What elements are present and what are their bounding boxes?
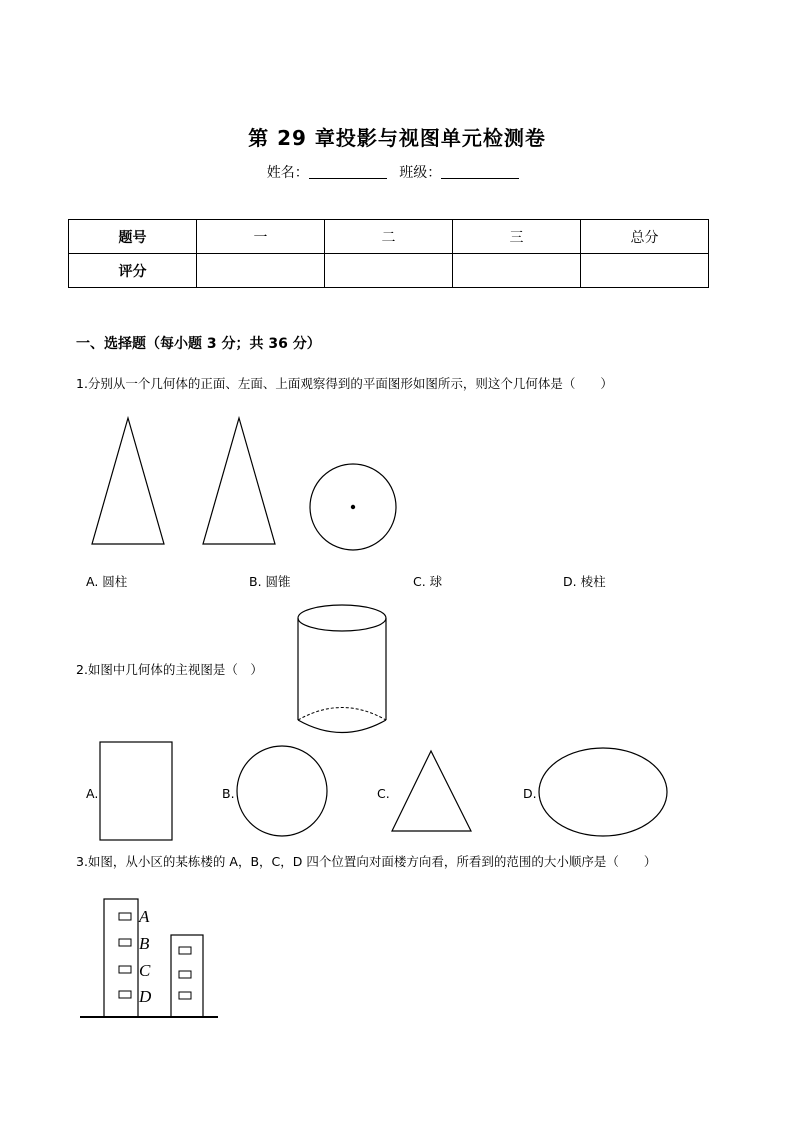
q3-label-d: D [139,987,152,1006]
q3-window [119,939,131,946]
q2-option-d[interactable]: D. [523,786,537,801]
question-2-text: 2.如图中几何体的主视图是（ ） [76,662,263,677]
q3-window [179,947,191,954]
score-table-header: 三 [453,220,581,254]
q3-window [119,913,131,920]
q1-option-c[interactable]: C. 球 [413,574,443,589]
page-title: 第 29 章投影与视图单元检测卷 [248,126,546,150]
score-row-label: 评分 [69,254,197,288]
score-table-header: 一 [197,220,325,254]
q3-left-building [104,899,138,1017]
score-table-header: 二 [325,220,453,254]
q3-window [119,966,131,973]
q1-option-b[interactable]: B. 圆锥 [249,574,291,589]
q3-window [179,971,191,978]
q1-option-d[interactable]: D. 棱柱 [563,574,606,589]
q2-option-b[interactable]: B. [222,786,235,801]
q1-option-a[interactable]: A. 圆柱 [86,574,128,589]
name-label: 姓名： [266,165,309,181]
q3-window [119,991,131,998]
q3-window [179,992,191,999]
question-1-text: 1.分别从一个几何体的正面、左面、上面观察得到的平面图形如图所示，则这个几何体是（ ） [76,376,613,391]
section-heading: 一、选择题（每小题 3 分；共 36 分） [76,336,321,352]
q3-label-a: A [139,907,150,926]
q3-label-b: B [139,934,150,953]
question-3-text: 3.如图，从小区的某栋楼的 A，B，C，D 四个位置向对面楼方向看，所看到的范围的大小顺序是（ ） [76,854,657,869]
class-label: 班级： [399,165,442,181]
score-table-header: 总分 [581,220,709,254]
q3-label-c: C [139,961,151,980]
q2-option-a[interactable]: A. [86,786,99,801]
q2-option-c[interactable]: C. [377,786,390,801]
score-table-header: 题号 [69,220,197,254]
